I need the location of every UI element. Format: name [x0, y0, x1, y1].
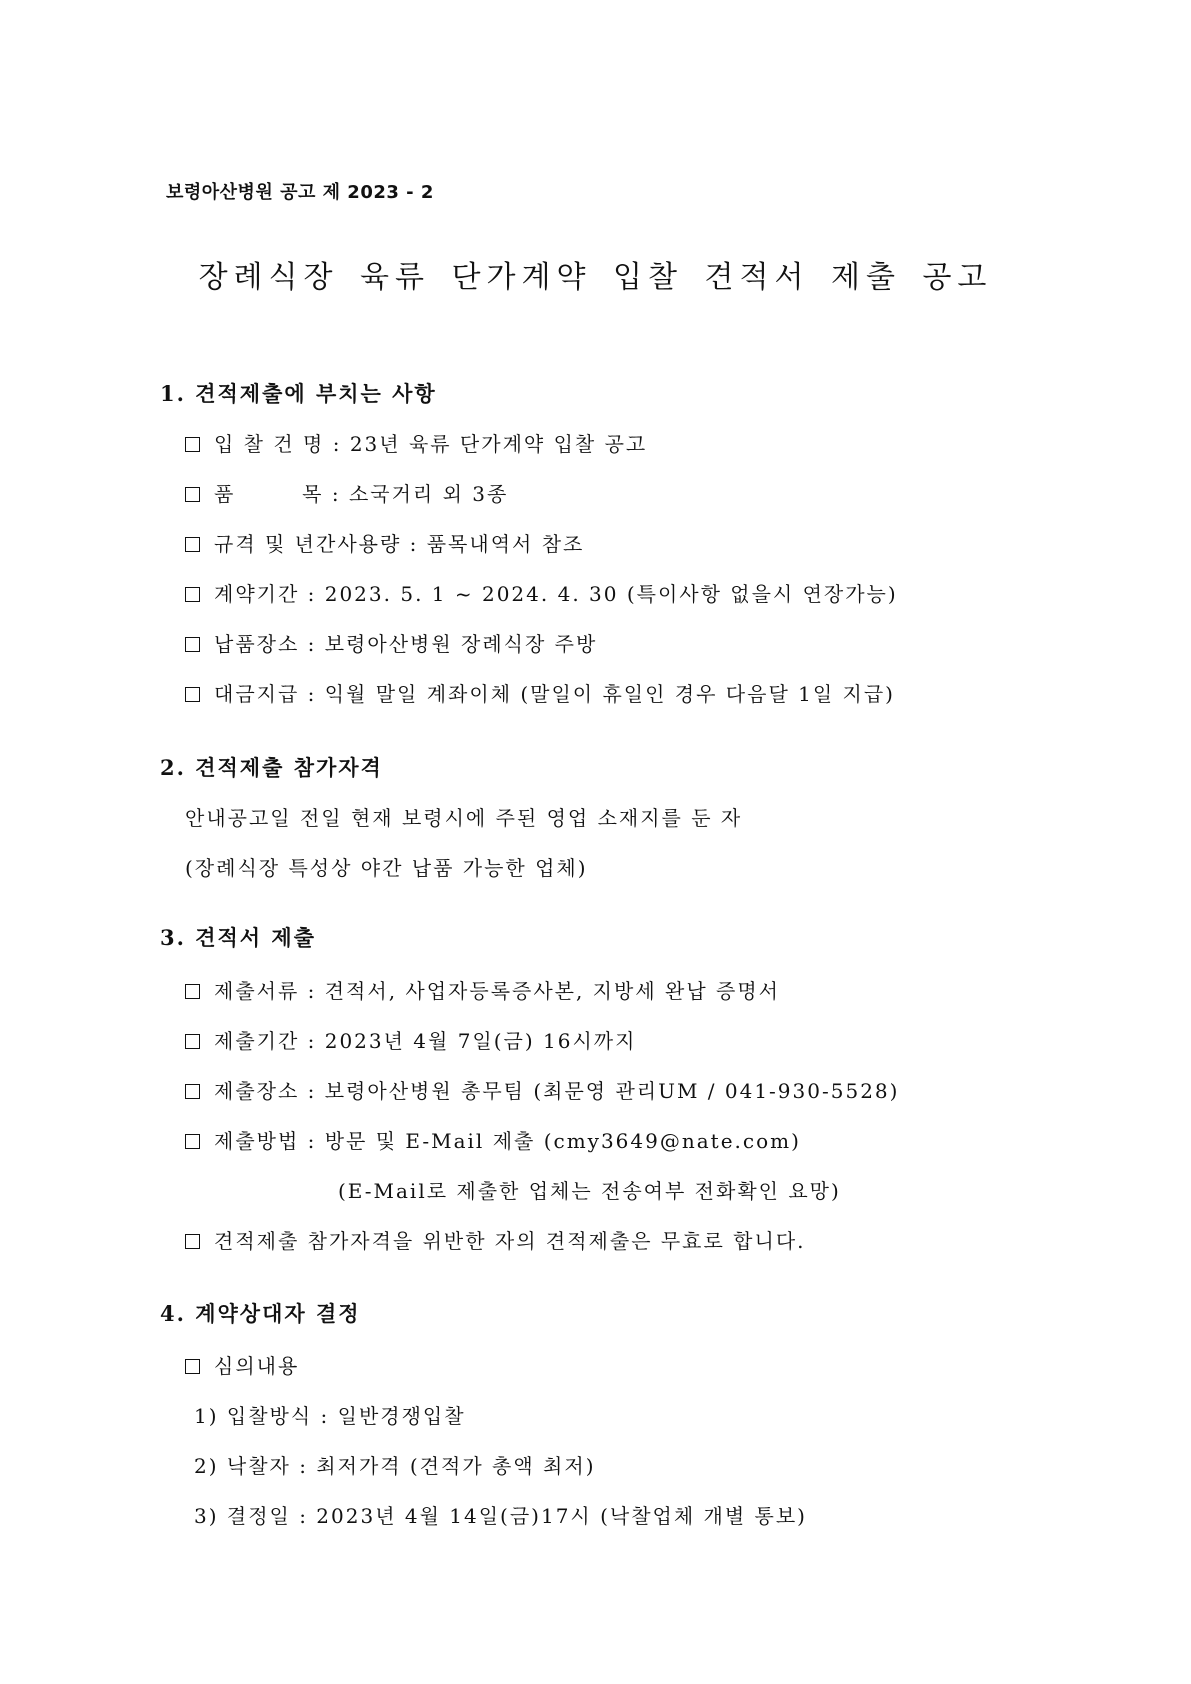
item-separator: :: [323, 482, 349, 506]
s1-item-payment: [185, 678, 895, 707]
item-label: 납품장소: [214, 632, 300, 656]
item-value: 23년 육류 단가계약 입찰 공고: [349, 432, 648, 456]
item-separator: :: [299, 1129, 325, 1153]
item-label: 대금지급: [214, 682, 300, 706]
item-label: 입 찰 건 명: [214, 432, 325, 456]
s1-item-bid-name: [185, 428, 647, 457]
section-4-heading: 4. 계약상대자 결정: [160, 1301, 361, 1326]
item-value: 익월 말일 계좌이체 (말일이 휴일인 경우 다음달 1일 지급): [324, 682, 895, 706]
s3-item-place: [185, 1075, 899, 1104]
item-value: 견적서, 사업자등록증사본, 지방세 완납 증명서: [324, 979, 780, 1003]
item-separator: :: [401, 532, 427, 556]
item-value: 2023년 4월 7일(금) 16시까지: [324, 1029, 637, 1053]
item-separator: :: [299, 1079, 325, 1103]
checkbox-bullet-icon: [185, 984, 200, 999]
item-separator: :: [299, 682, 325, 706]
warning-text: 견적제출 참가자격을 위반한 자의 견적제출은 무효로 합니다.: [214, 1229, 806, 1253]
item-label: 제출방법: [214, 1129, 300, 1153]
item-value: 보령아산병원 장례식장 주방: [324, 632, 598, 656]
item-value: 소국거리 외 3종: [348, 482, 509, 506]
s1-item-delivery: [185, 628, 597, 657]
s4-item-decision-date: 3) 결정일 : 2023년 4월 14일(금)17시 (낙찰업체 개별 통보): [194, 1504, 807, 1528]
checkbox-bullet-icon: [185, 1084, 200, 1099]
s3-warning: [185, 1225, 806, 1254]
item-label: 제출기간: [214, 1029, 300, 1053]
checkbox-bullet-icon: [185, 637, 200, 652]
s2-qualification-line: 안내공고일 전일 현재 보령시에 주된 영업 소재지를 둔 자: [185, 806, 743, 830]
notice-number: 보령아산병원 공고 제 2023 - 2: [166, 182, 434, 203]
item-value: 방문 및 E-Mail 제출 (cmy3649@nate.com): [324, 1129, 801, 1153]
checkbox-bullet-icon: [185, 1234, 200, 1249]
item-label: 품 목: [214, 482, 324, 506]
item-separator: :: [324, 432, 350, 456]
s3-email-note: (E-Mail로 제출한 업체는 전송여부 전화확인 요망): [338, 1179, 841, 1203]
sub-heading-text: 심의내용: [214, 1354, 300, 1378]
s4-item-bid-method: 1) 입찰방식 : 일반경쟁입찰: [194, 1404, 466, 1428]
s3-item-documents: [185, 975, 780, 1004]
checkbox-bullet-icon: [185, 587, 200, 602]
s4-item-winner: 2) 낙찰자 : 최저가격 (견적가 총액 최저): [194, 1454, 596, 1478]
item-separator: :: [299, 582, 325, 606]
s2-qualification-note: (장례식장 특성상 야간 납품 가능한 업체): [185, 856, 588, 880]
checkbox-bullet-icon: [185, 437, 200, 452]
checkbox-bullet-icon: [185, 687, 200, 702]
s1-item-period: [185, 578, 898, 607]
item-separator: :: [299, 632, 325, 656]
item-separator: :: [299, 979, 325, 1003]
document-title: 장례식장 육류 단가계약 입찰 견적서 제출 공고: [198, 260, 993, 295]
item-value: 2023. 5. 1 ~ 2024. 4. 30 (특이사항 없을시 연장가능): [324, 582, 898, 606]
section-2-heading: 2. 견적제출 참가자격: [160, 755, 383, 780]
item-label: 계약기간: [214, 582, 300, 606]
checkbox-bullet-icon: [185, 487, 200, 502]
checkbox-bullet-icon: [185, 1359, 200, 1374]
section-3-heading: 3. 견적서 제출: [160, 925, 316, 950]
item-label: 제출서류: [214, 979, 300, 1003]
s1-item-goods: [185, 478, 508, 507]
checkbox-bullet-icon: [185, 1134, 200, 1149]
s3-item-method: [185, 1125, 801, 1154]
item-label: 제출장소: [214, 1079, 300, 1103]
item-value: 품목내역서 참조: [426, 532, 585, 556]
item-label: 규격 및 년간사용량: [214, 532, 402, 556]
checkbox-bullet-icon: [185, 1034, 200, 1049]
section-1-heading: 1. 견적제출에 부치는 사항: [160, 381, 437, 406]
s1-item-spec: [185, 528, 584, 557]
s4-sub-heading: [185, 1350, 299, 1379]
item-value: 보령아산병원 총무팀 (최문영 관리UM / 041-930-5528): [324, 1079, 900, 1103]
item-separator: :: [299, 1029, 325, 1053]
s3-item-deadline: [185, 1025, 636, 1054]
checkbox-bullet-icon: [185, 537, 200, 552]
